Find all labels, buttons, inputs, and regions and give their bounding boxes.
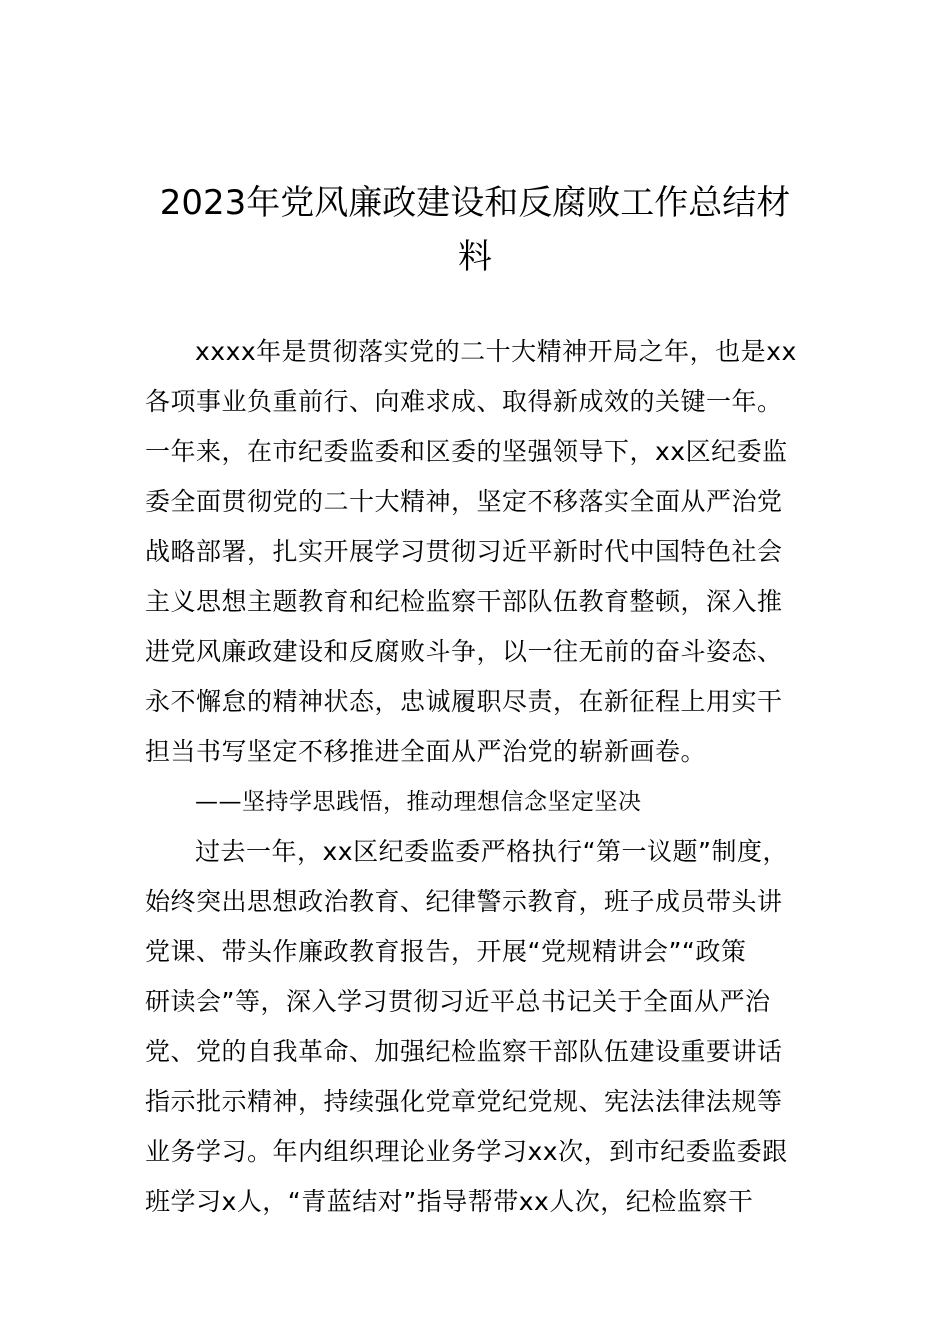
title-line: 2023年党风廉政建设和反腐败工作总结材: [159, 183, 791, 223]
paragraph-line: 业务学习。年内组织理论业务学习xx次，到市纪委监委跟: [145, 1137, 788, 1166]
paragraph-line: 各项事业负重前行、向难求成、取得新成效的关键一年。: [145, 387, 783, 416]
paragraph-line: 进党风廉政建设和反腐败斗争，以一往无前的奋斗姿态、: [145, 637, 783, 666]
paragraph-line: 主义思想主题教育和纪检监察干部队伍教育整顿，深入推: [145, 587, 783, 616]
title-line: 料: [458, 237, 492, 277]
paragraph-line: 指示批示精神，持续强化党章党纪党规、宪法法律法规等: [145, 1087, 783, 1116]
paragraph-line: 党课、带头作廉政教育报告，开展“党规精讲会”“政策: [145, 937, 747, 966]
paragraph-line: 党、党的自我革命、加强纪检监察干部队伍建设重要讲话: [145, 1037, 783, 1066]
paragraph-line: 过去一年，xx区纪委监委严格执行“第一议题”制度，: [195, 837, 788, 866]
paragraph-line: 研读会”等，深入学习贯彻习近平总书记关于全面从严治: [145, 987, 771, 1016]
paragraph-line: 战略部署，扎实开展学习贯彻习近平新时代中国特色社会: [145, 537, 783, 566]
document-body: [145, 327, 835, 1227]
paragraph-line: 永不懈怠的精神状态，忠诚履职尽责，在新征程上用实干: [145, 687, 783, 716]
paragraph-line: 一年来，在市纪委监委和区委的坚强领导下，xx区纪委监: [145, 437, 788, 466]
paragraph-line: 担当书写坚定不移推进全面从严治党的崭新画卷。: [145, 737, 707, 766]
section-heading: ——坚持学思践悟，推动理想信念坚定坚决: [195, 789, 642, 815]
paragraph-line: xxxx年是贯彻落实党的二十大精神开局之年，也是xx: [195, 337, 797, 366]
paragraph-line: 班学习x人，“青蓝结对”指导帮带xx人次，纪检监察干: [145, 1187, 754, 1216]
paragraph-line: 委全面贯彻党的二十大精神，坚定不移落实全面从严治党: [145, 487, 783, 516]
paragraph-line: 始终突出思想政治教育、纪律警示教育，班子成员带头讲: [145, 887, 783, 916]
document-title: [110, 176, 840, 284]
